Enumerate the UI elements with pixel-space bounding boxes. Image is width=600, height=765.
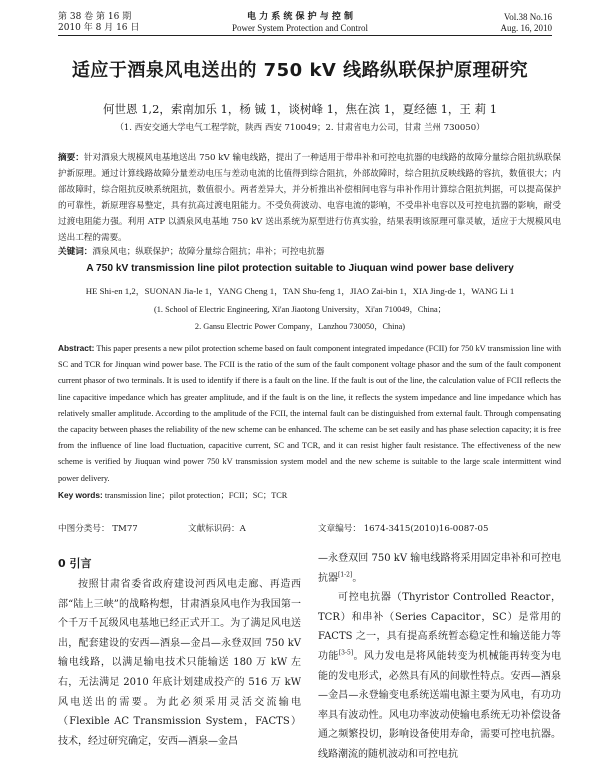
keywords-cn-text: 酒泉风电；纵联保护；故障分量综合阻抗；串补；可控电抗器: [92, 247, 325, 257]
body-column-left: [58, 575, 301, 751]
author-list-cn: 何世恩 1,2，索南加乐 1，杨 铖 1，谈树峰 1，焦在滨 1，夏经德 1，王 莉 1: [102, 102, 498, 116]
keywords-en-text: transmission line；pilot protection；FCII；SC；TCR: [104, 491, 288, 500]
affiliation-en-1: (1. School of Electric Engineering, Xi'an Jiaotong University，Xi'an 710049，China；: [154, 305, 446, 314]
paper-title-en: A 750 kV transmission line pilot protection suitable to Jiuquan wind power base delivery: [86, 263, 514, 274]
journal-date-en: Aug. 16, 2010: [500, 23, 552, 33]
section-heading-introduction: 0 引言: [58, 557, 92, 570]
abstract-en-label: Abstract:: [58, 343, 95, 353]
abstract-cn-text: 针对酒泉大规模风电基地送出 750 kV 输电线路，提出了一种适用于带串补和可控电抗器的电线路的故障分量综合阻抗纵联保护新原理。通过计算线路故障分量差动电压与差动电流的比值得到综合阻抗，外部故障时，综合阻抗反映线路的容抗，数值很大；内部故障时，综合阻抗反映系统阻抗，数值很小。两者差异大，并分析推出补偿相间电容与串补作用计算综合阻抗判据，可以提高保护的可靠性，新原理容易整定，具有抗高过渡电阻能力。不受负荷波动、电容电流的影响，不受串补电容以及可控电抗器的影响，耐受过渡电阻能力强。利用 ATP 以酒泉风电基地 750 kV 送出系统为原型进行仿真实验，结果表明该原理可靠灵敏，适应于大规模风电送出工程的需要。: [58, 153, 561, 243]
intro-paragraph-continued: —永登双回 750 kV 输电线路将采用固定串补和可控电抗器[1-2]。: [318, 553, 561, 584]
abstract-en-text: This paper presents a new pilot protection scheme based on fault component integrated impedance (FCII) for 750 kV transmission line with SC and TCR for Jinquan wind power base. The FCII is the ratio of the sum of the fault component voltage phasor and the sum of the fault component current phasor of two terminals. It is used to identify if there is a fault on the line. If the fault is out of the line, the calculation value of FCII reflects the line capacitive impedance which has greater amplitude, and if the fault is on the line, it reflects the system impedance and line impedance which has relatively smaller amplitude. According to the amplitude of the FCII, the internal fault can be distinguished from external fault. Through compensating the capacity between phases the reliability of the new scheme can be enhanced. The scheme can be set easily and has phase selection capacity; it is free from the influence of line load fluctuation, capacitive current, SC and TCR, and it can resist higher fault resistance. The effectiveness of the new scheme is verified by Jiuquan wind power 750 kV transmission system model and the new scheme is suitable to the large scale intermittent wind power delivery.: [58, 344, 561, 483]
abstract-en: [58, 340, 561, 487]
affiliation-en-2: 2. Gansu Electric Power Company，Lanzhou 730050，China): [194, 322, 406, 331]
affiliation-cn: （1. 西安交通大学电气工程学院，陕西 西安 710049；2. 甘肃省电力公司，甘肃 兰州 730050）: [115, 123, 485, 133]
journal-volume-en: Vol.38 No.16: [503, 12, 552, 22]
citation-ref-2: [3-5]: [338, 649, 354, 657]
journal-name-cn: 电 力 系 统 保 护 与 控 制: [246, 12, 354, 22]
keywords-cn-label: 关键词：: [58, 247, 93, 257]
body-column-right: [318, 549, 561, 765]
journal-name-en: Power System Protection and Control: [232, 23, 368, 33]
intro-paragraph-2: 可控电抗器（Thyristor Controlled Reactor，TCR）和串补（Series Capacitor，SC）是常用的 FACTS 之一，具有提高系统暂态稳定性和输送能力等功能[3-5]。风力发电是将风能转变为机械能再转变为电能的发电形式，必然具有风的间歇性特点。安西—酒泉—金昌—永登输变电系统送端电源主要为风电，有功功率具有波动性。风电功率波动使输电系统无功补偿设备通之频繁投切，影响设备使用寿命，需要可控电抗器。线路潮流的随机波动和可控电抗: [318, 592, 562, 760]
document-code: 文献标识码：A: [188, 524, 246, 534]
article-id: 文章编号： 1674-3415(2010)16-0087-05: [318, 524, 489, 534]
keywords-cn: [58, 244, 561, 260]
abstract-cn: [58, 150, 561, 246]
header-rule: [58, 35, 552, 36]
clc-number: 中图分类号： TM77: [58, 524, 138, 534]
journal-date: 2010 年 8 月 16 日: [58, 23, 140, 33]
abstract-cn-label: 摘要：: [58, 153, 84, 163]
author-list-en: HE Shi-en 1,2，SUONAN Jia-le 1，YANG Cheng 1，TAN Shu-feng 1，JIAO Zai-bin 1，XIA Jing-de 1，WANG Li 1: [85, 286, 515, 296]
keywords-en-label: Key words:: [58, 490, 103, 500]
keywords-en: [58, 487, 561, 504]
paper-title-cn: 适应于酒泉风电送出的 750 kV 线路纵联保护原理研究: [71, 60, 529, 81]
journal-volume-issue: 第 38 卷 第 16 期: [58, 12, 132, 22]
citation-ref-1: [1-2]: [338, 571, 353, 579]
intro-paragraph-1: 按照甘肃省委省政府建设河西风电走廊、再造西部“陆上三峡”的战略构想，甘肃酒泉风电作为我国第一个千万千瓦级风电基地已经正式开工。为了满足风电送出，配套建设的安西—酒泉—金昌—永登双回 750 kV 输电线路，以满足输电技术只能输送 180 万 kW 左右，无法满足 2010 年底计划建成投产的 516 万 kW 风电送出的需要。为此必须采用灵活交流输电（Flexible AC Transmission System，FACTS）技术，经过研究确定，安西—酒泉—金昌: [58, 579, 301, 747]
